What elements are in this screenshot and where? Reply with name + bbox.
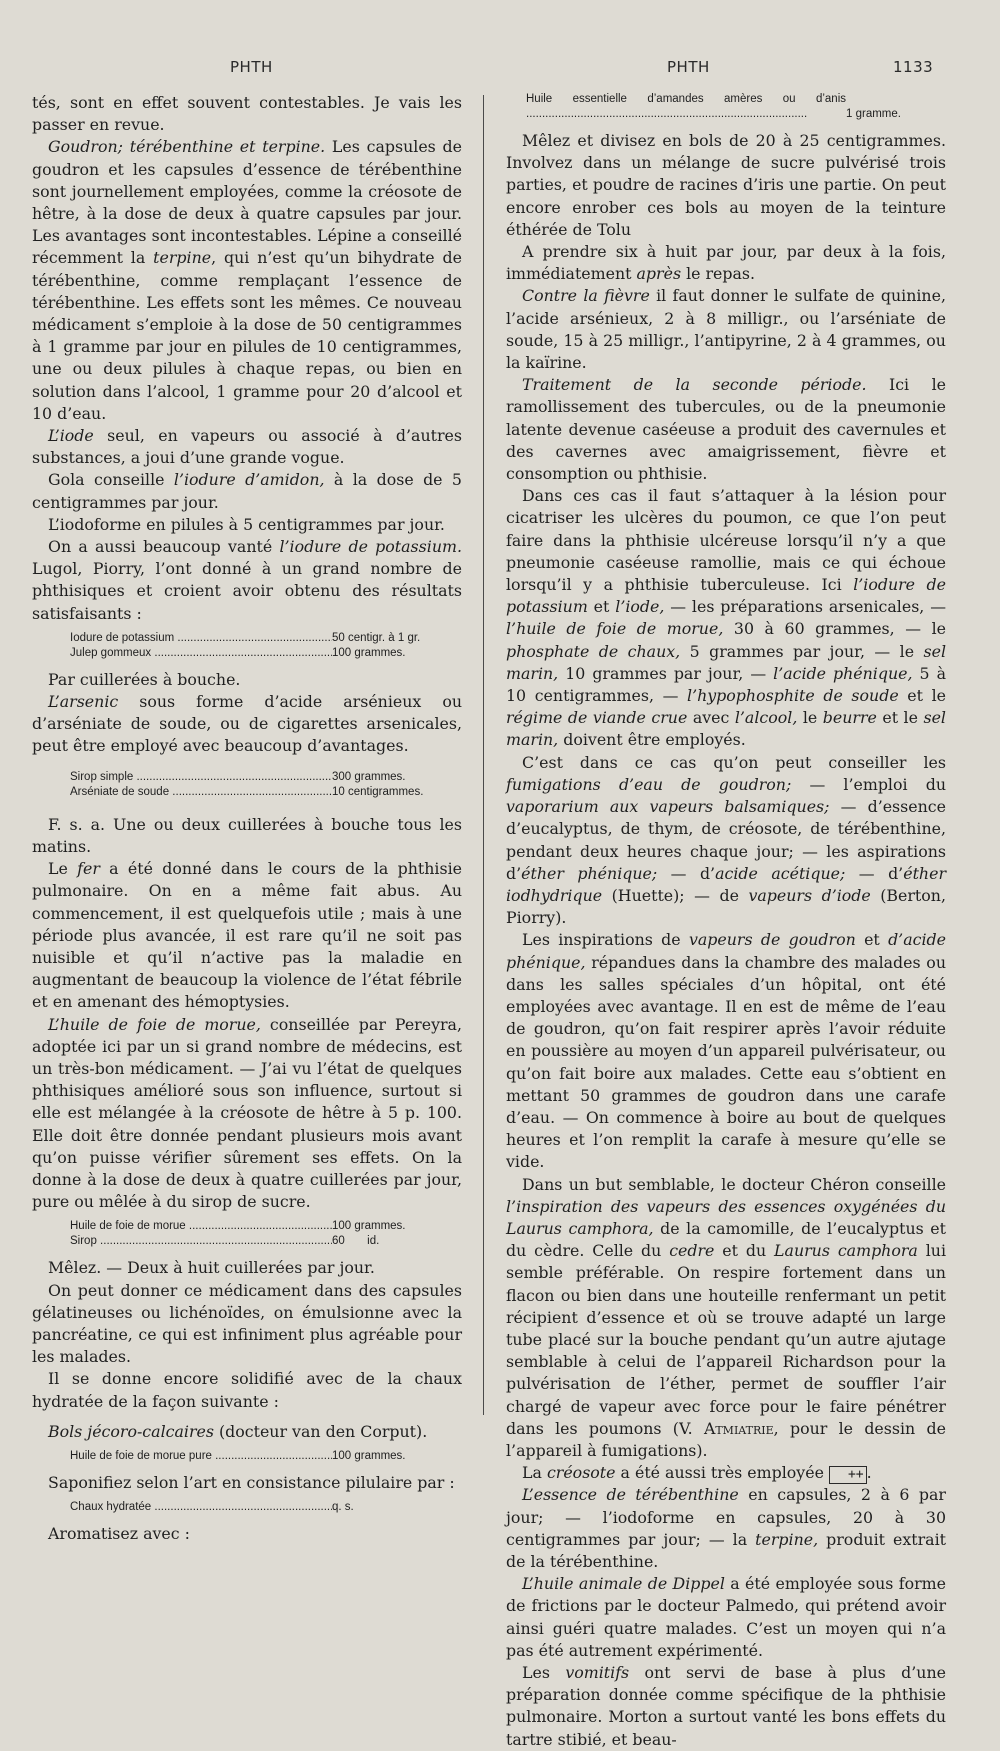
- text-run: il faut donner le sulfate de quinine, l’acide arsénieux, 2 à 8 milligr., ou l’arséniate de soude, 15 à 25 milligr., l’antipyrine, 2 à 4 grammes, ou la kaïrine.: [506, 286, 946, 373]
- paragraph: [506, 485, 946, 751]
- formula-row: [32, 1500, 462, 1515]
- text-run: seul, en vapeurs ou associé à d’autres substances, a joui d’une grande vogue.: [32, 426, 462, 468]
- term: l’inspiration des vapeurs des essences oxygénées du Laurus camphora,: [506, 1196, 946, 1238]
- formula: [32, 1449, 462, 1464]
- text-run: a été employée sous forme de frictions par le docteur Palmedo, qui prétend avoir ainsi guéri quatre malades. C’est un moyen qui n’a pas été autrement expérimenté.: [506, 1574, 946, 1660]
- boxed-mark: ++: [829, 1466, 867, 1484]
- term: créosote: [546, 1463, 616, 1483]
- text-run: Gola conseille: [48, 470, 174, 490]
- quantity: 50 centigr. à 1 gr.: [332, 631, 421, 644]
- formula-row: [32, 631, 462, 646]
- text-run: doivent être employés.: [558, 730, 746, 750]
- text-run: Dans ces cas il faut s’attaquer à la lésion pour cicatriser les ulcères du poumon, ce que l’on peut faire dans la phthisie ulcéreuse lorsqu’il n’y a que pneumonie caséeuse ramollie, mais ce qui échoue lorsqu’il y a phthisie tuberculeuse. Ici: [506, 486, 946, 595]
- running-head-left: PHTH: [230, 58, 273, 76]
- formula-row: [32, 1234, 462, 1249]
- term: vapeurs de goudron: [688, 930, 856, 950]
- text-run: répandues dans la chambre des malades ou dans les salles spéciales d’un hôpital, ont été employées avec avantage. Il en est de même de l’eau de goudron, qu’on fait respirer après l’avoir réduite en poussière au moyen d’un appareil pulvérisateur, ou qu’on fait boire aux malades. Cette eau s’obtient en mettant 50 grammes de goudron dans une carafe d’eau. — On commence à boire au bout de quelques heures et l’on remplit la carafe à mesure qu’elle se vide.: [506, 952, 946, 1172]
- paragraph-lead: L’huile de foie de morue,: [48, 1014, 261, 1034]
- text-run: A prendre six à huit par jour, par deux à la fois, immédiatement: [506, 242, 946, 284]
- text-run: (Berton, Piorry).: [506, 885, 946, 928]
- term: terpine: [153, 248, 212, 268]
- paragraph-lead: Goudron; térébenthine et terpine.: [48, 137, 326, 157]
- paragraph-lead: L’iode: [48, 426, 94, 446]
- term: l’iodure de potassium: [506, 575, 947, 617]
- term: sel marin,: [506, 641, 946, 683]
- ingredient: Arséniate de soude .....: [70, 785, 332, 800]
- quantity: 60 id.: [332, 1235, 380, 1248]
- paragraph: Mêlez et divisez en bols de 20 à 25 centigrammes. Involvez dans un mélange de sucre pulvérisé trois parties, et poudre de racines d’iris une partie. On peut encore enrober ces bols au moyen de la teinture éthérée de Tolu: [506, 131, 946, 239]
- formula: [32, 1219, 462, 1249]
- text-run: le: [797, 708, 823, 728]
- term: Bols jécoro-calcaires: [48, 1421, 214, 1441]
- formula: [506, 92, 946, 122]
- paragraph: [32, 1421, 462, 1443]
- text-run: ont servi de base à plus d’une préparation donnée comme spécifique de la phthisie pulmonaire. Morton a surtout vanté les bons effets du tartre stibié, et beau-: [506, 1663, 946, 1749]
- term: l’iodure de potassium.: [279, 537, 462, 557]
- paragraph: [506, 1662, 946, 1751]
- paragraph: [506, 1462, 946, 1484]
- text-run: et: [587, 597, 616, 617]
- text-run: (docteur van den Corput).: [213, 1421, 428, 1441]
- formula: [32, 631, 462, 661]
- formula-row: [32, 1219, 462, 1234]
- text-run: 5 à 10 centigrammes, —: [506, 663, 946, 706]
- text-run: de la camomille, de l’eucalyptus et du cèdre. Celle du: [506, 1218, 947, 1261]
- term: l’hypophosphite de soude: [687, 686, 899, 706]
- paragraph: tés, sont en effet souvent contestables. Je vais les passer en revue.: [32, 93, 462, 135]
- term: fumigations d’eau de goudron;: [506, 774, 792, 794]
- text-run: Dans un but semblable, le docteur Chéron conseille: [522, 1174, 946, 1194]
- text-run: Lugol, Piorry, l’ont donné à un grand nombre de phthisiques et croient avoir obtenu des résultats satisfaisants :: [32, 559, 462, 623]
- term: acide acétique;: [715, 863, 846, 883]
- paragraph: F. s. a. Une ou deux cuillerées à bouche tous les matins.: [32, 814, 462, 856]
- term: vapeurs d’iode: [748, 885, 871, 905]
- paragraph: [506, 241, 946, 285]
- term: l’huile de foie de morue,: [506, 619, 724, 639]
- ingredient: Huile de foie de morue .....: [70, 1219, 332, 1234]
- paragraph: Mêlez. — Deux à huit cuillerées par jour.: [48, 1258, 375, 1278]
- paragraph: Saponifiez selon l’art en consistance pilulaire par :: [48, 1472, 455, 1492]
- text-run: et le: [898, 686, 947, 706]
- page-number: 1133: [893, 58, 934, 76]
- paragraph: [506, 1484, 946, 1573]
- quantity: 300 grammes.: [332, 770, 406, 783]
- term: beurre: [822, 708, 877, 728]
- paragraph: Il se donne encore solidifié avec de la chaux hydratée de la façon suivante :: [32, 1369, 462, 1411]
- text-run: C’est dans ce cas qu’on peut conseiller les: [522, 752, 946, 772]
- formula-row: [32, 1449, 462, 1464]
- text-run: à la dose de 5 centigrammes par jour.: [32, 470, 462, 512]
- paragraph: [506, 929, 946, 1173]
- term: phosphate de chaux,: [506, 641, 681, 661]
- term: vomitifs: [565, 1663, 630, 1683]
- ingredient: Huile de foie de morue pure .....: [70, 1449, 332, 1464]
- left-column: [32, 92, 462, 1545]
- paragraph-lead: L’huile animale de Dippel: [522, 1574, 725, 1594]
- text-run: — d’: [845, 863, 904, 883]
- term: l’alcool,: [734, 708, 798, 728]
- paragraph: [32, 536, 462, 625]
- text-run: 5 grammes par jour, — le: [680, 641, 924, 661]
- term: régime de viande crue: [506, 708, 688, 728]
- paragraph-lead: L’essence de térébenthine: [522, 1485, 739, 1505]
- text-run: le repas.: [681, 264, 756, 284]
- text-run: — d’essence d’eucalyptus, de thym, de créosote, de térébenthine, pendant deux heures chaque jour; — les aspirations d’: [506, 797, 946, 883]
- quantity: 10 centigrammes.: [332, 785, 424, 798]
- text-run: et: [855, 930, 889, 950]
- ingredient: Sirop .....: [70, 1234, 332, 1249]
- text-run: — d’: [657, 863, 716, 883]
- text-run: , qui n’est qu’un bihydrate de térébenthine, comme remplaçant l’essence de térébenthine. Les effets sont les mêmes. Ce nouveau médicament s’emploie à la dose de 50 centigrammes à 1 gramme par jour en pilules de 10 centigrammes, une ou deux pilules à chaque repas, ou bien en solution dans l’alcool, 1 gramme pour 20 d’alcool et 10 d’eau.: [32, 248, 462, 423]
- text-run: 10 grammes par jour, —: [558, 663, 774, 683]
- term: l’acide phénique,: [773, 663, 913, 683]
- paragraph: [32, 425, 462, 469]
- paragraph: [506, 1174, 946, 1463]
- ingredient: Chaux hydratée .....: [70, 1500, 332, 1515]
- formula-row: [32, 646, 462, 661]
- formula-row: [506, 92, 946, 122]
- text-run: pour le dessin de l’appareil à fumigations).: [506, 1418, 946, 1460]
- text-run: La: [522, 1463, 547, 1483]
- paragraph: Par cuillerées à bouche.: [48, 669, 241, 689]
- term: fer: [77, 859, 100, 879]
- paragraph: [506, 752, 946, 930]
- term: cedre: [669, 1241, 715, 1261]
- running-head-right: PHTH: [667, 58, 710, 76]
- text-run: (Huette); — de: [602, 885, 749, 905]
- cross-reference: Atmiatrie,: [703, 1418, 779, 1438]
- paragraph: L’iodoforme en pilules à 5 centigrammes par jour.: [48, 514, 445, 534]
- term: sel marin,: [506, 708, 946, 750]
- text-run: produit extrait de la térébenthine.: [506, 1529, 946, 1571]
- term: d’acide phénique,: [506, 930, 946, 972]
- quantity: 100 grammes.: [332, 1220, 406, 1233]
- paragraph: [32, 469, 462, 513]
- text-run: Les: [522, 1663, 566, 1683]
- text-run: Le: [48, 859, 78, 879]
- quantity: q. s.: [332, 1501, 354, 1514]
- right-column: [506, 92, 946, 1751]
- paragraph: Aromatisez avec :: [48, 1524, 190, 1544]
- text-run: avec: [687, 708, 735, 728]
- paragraph: [506, 285, 946, 374]
- spacer: [32, 1413, 462, 1421]
- column-divider: [483, 95, 484, 1415]
- text-run: et du: [714, 1241, 775, 1261]
- formula: [32, 1500, 462, 1515]
- quantity: 1 gramme.: [846, 108, 901, 120]
- text-run: Les inspirations de: [522, 930, 689, 950]
- text-run: Ici le ramollissement des tubercules, ou de la pneumonie latente devenue caséeuse a produit des cavernules et des cavernes avec amaigrissement, fièvre et consomption ou phthisie.: [506, 375, 946, 484]
- text-run: a été donné dans le cours de la phthisie pulmonaire. On en a même fait abus. Au commencement, il est quelquefois utile ; mais à une période plus avancée, il est rare qu’il ne soit pas nuisible et qu’il n’active pas la maladie en augmentant de beaucoup la violence de l’état fébrile et en amenant des hémoptysies.: [32, 859, 462, 1012]
- paragraph: [32, 858, 462, 1013]
- quantity: 100 grammes.: [332, 646, 406, 659]
- term: après: [636, 264, 682, 284]
- ingredient: Huile essentielle d’amandes amères ou d’anis .....: [526, 92, 846, 122]
- term: vaporarium aux vapeurs balsamiques;: [506, 797, 830, 817]
- formula: [32, 770, 462, 800]
- text-run: sous forme d’acide arsénieux ou d’arséniate de soude, ou de cigarettes arsenicales, peut être employé avec beaucoup d’avantages.: [32, 692, 462, 756]
- text-run: On a aussi beaucoup vanté: [48, 537, 280, 557]
- section-heading: Traitement de la seconde période.: [522, 375, 867, 395]
- text-run: a été aussi très employée: [615, 1463, 829, 1483]
- text-run: Les capsules de goudron et les capsules d’essence de térébenthine sont journellement employées, comme la créosote de hêtre, à la dose de deux à quatre capsules par jour. Les avantages sont incontestables. Lépine a conseillé récemment la: [32, 137, 462, 268]
- text-run: .: [866, 1463, 872, 1483]
- formula-row: [32, 785, 462, 800]
- term: éther iodhydrique: [506, 863, 946, 905]
- term: Laurus camphora: [774, 1241, 918, 1261]
- ingredient: Julep gommeux .....: [70, 646, 332, 661]
- quantity: 100 grammes.: [332, 1449, 406, 1462]
- text-run: conseillée par Pereyra, adoptée ici par un si grand nombre de médecins, est un très-bon médicament. — J’ai vu l’état de quelques phthisiques amélioré sous son influence, surtout si elle est mélangée à la créosote de hêtre à 5 p. 100. Elle doit être donnée pendant plusieurs mois avant qu’on puisse vérifier sûrement ses effets. On la donne à la dose de deux à quatre cuillerées par jour, pure ou mêlée à du sirop de sucre.: [32, 1014, 462, 1212]
- paragraph-lead: L’arsenic: [48, 692, 119, 712]
- term: l’iodure d’amidon,: [173, 470, 325, 490]
- text-run: lui semble préférable. On respire fortement dans un flacon ou bien dans une houteille renfermant un petit récipient d’essence et où se trouve adapté un large tube placé sur la bouche pendant qu’un autre ajutage semblable à celui de l’appareil Richardson pour la pulvérisation de l’éther, permet de souffler l’air chargé de vapeur avec force pour le faire pénétrer dans les poumons (V.: [506, 1241, 946, 1438]
- paragraph: [506, 1573, 946, 1662]
- paragraph: [32, 691, 462, 758]
- ingredient: Sirop simple .....: [70, 770, 332, 785]
- text-run: 30 à 60 grammes, — le: [723, 619, 946, 639]
- ingredient: Iodure de potassium .....: [70, 631, 332, 646]
- term: éther phénique;: [521, 863, 658, 883]
- paragraph: On peut donner ce médicament dans des capsules gélatineuses ou lichénoïdes, on émulsionne avec la pancréatine, ce qui est infiniment plus agréable pour les malades.: [32, 1280, 462, 1367]
- paragraph: [32, 136, 462, 425]
- text-run: — les préparations arsenicales, —: [664, 597, 946, 617]
- text-run: en capsules, 2 à 6 par jour; — l’iodoforme en capsules, 20 à 30 centigrammes par jour; — la: [506, 1485, 946, 1549]
- paragraph: [506, 374, 946, 485]
- text-run: et le: [876, 708, 924, 728]
- paragraph: [32, 1014, 462, 1214]
- text-run: — l’emploi du: [791, 774, 946, 794]
- term: terpine,: [755, 1529, 819, 1549]
- formula-row: [32, 770, 462, 785]
- term: l’iode,: [615, 597, 665, 617]
- paragraph-lead: Contre la fièvre: [522, 286, 650, 306]
